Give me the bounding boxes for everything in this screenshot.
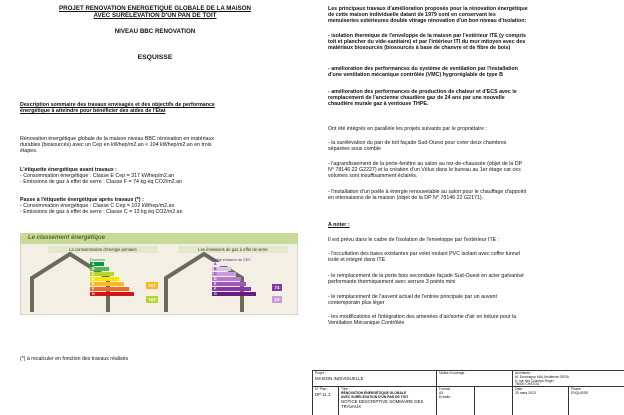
phase-heading: ESQUISSE — [137, 54, 173, 61]
architect-cell: Architecte : M. Dominique MAI Architecte DESA 5, rue des Champs Roger 78400 CHATOU — [513, 371, 624, 387]
economy-caption: Économe — [90, 258, 106, 262]
ges-grade-f: F — [212, 287, 251, 291]
consumption-grade-b: B — [90, 267, 109, 271]
ges-before-marker: 74 — [272, 284, 282, 291]
consumption-grade-a: A — [90, 262, 104, 266]
note-item-shutters: - l'occultation des baies existantes par volet roulant PVC isolant avec coffre tunnel isolé et intégré dans ITE — [328, 251, 521, 264]
project-item-window: - l'agrandissement de la porte-fenêtre au salon au rez-de-chaussée (objet de la DP N° 78146 22 G2227) et la création d'un Vélux dans le bureau au 1er étage car ces volumes sont insuffisamment éclairés. — [328, 161, 523, 180]
before-label-block: L'étiquette énergétique avant travaux : - Consommation énergétique : Classe E Cep = 317 kWhep/m2.an - Emissions de gaz à effet de serre : Classe F = 74 kg éq CO2/m2.an — [20, 167, 182, 186]
note-item-door: - le remplacement de la porte bois secondaire façade Sud-Ouest en acier galvanisé performante thermiquement avec serrure 3 points mini — [328, 273, 524, 286]
note-item-awning: - le remplacement de l'auvent actuel de l'entrée principale par un auvent contemporain plus léger — [328, 294, 497, 307]
ges-grade-d: D — [212, 277, 241, 281]
energy-label-heading: Le classement énergétique — [20, 233, 298, 244]
works-intro: Les principaux travaux d'amélioration proposés pour la rénovation énergétique de cette maison individuelle datant de 1979 sont en conservant les menuiseries extérieures double vitrage rénovation d'un bon niveau d'isolation: — [328, 6, 528, 25]
section-title: Description sommaire des travaux envisagés et des objectifs de performance énergétique à atteindre pour bénéficier des aides de l'Etat — [20, 102, 215, 115]
document-title: PROJET RENOVATION ENERGETIQUE GLOBALE DE LA MAISON AVEC SURÉLÉVATION D'UN PAN DE TOIT — [58, 5, 252, 20]
work-item-ventilation: - amélioration des performances du système de ventilation par l'installation d'une ventilation mécanique contrôlée (VMC) hygroréglable de type B — [328, 66, 518, 79]
consumption-after-marker: 102 — [146, 296, 158, 303]
after-label-block: Passe à l'étiquette énergétique après travaux (*) : - Consommation énergétique : Classe C Cep = 102 kWhep/m2.an - Emissions de gaz à effet de serre : Classe C = 13 kg éq CO2/m2.an — [20, 197, 183, 216]
consumption-grade-d: D — [90, 277, 119, 281]
project-item-roof: - la surélévation du pan de toit façade Sud-Ouest pour créer deux chambres séparées sous comble — [328, 140, 507, 153]
owner-cell: Maître d'ouvrage : — [437, 371, 513, 387]
note-label: A noter : — [328, 222, 350, 228]
plan-number-cell: N° Plan : DP 11.1 — [313, 387, 339, 415]
ges-grade-e: E — [212, 282, 246, 286]
consumption-heading: La consommation d'énergie primaire — [48, 246, 158, 253]
work-item-insulation: - isolation thermique de l'enveloppe de la maison par l'extérieur ITE (y compris toit et plancher du vide-sanitaire) et par l'intérieur ITI du mur mitoyen avec des matériaux biosourcés (biosourcés à base de chanvre et de fibre de bois) — [328, 33, 526, 52]
consumption-before-marker: 317 — [146, 282, 158, 289]
consumption-grade-e: E — [90, 282, 124, 286]
low-emission-caption: Faible émission de GES — [212, 258, 251, 262]
ges-grade-g: G — [212, 292, 256, 296]
consumption-grade-c: C — [90, 272, 114, 276]
ges-after-marker: 13 — [272, 296, 282, 303]
ges-grade-a: A — [212, 262, 226, 266]
ges-heading: Les émissions de gaz à effet de serre — [178, 246, 288, 253]
project-cell: Projet : MAISON INDIVIDUELLE — [313, 371, 437, 387]
project-item-stove: - l'installation d'un poêle à énergie renouvelable au salon pour le chauffage d'appoint en intersaisons de la maison (objet de la DP N° 78146 22 G2171). — [328, 189, 527, 202]
ges-grade-b: B — [212, 267, 231, 271]
title-block — [312, 370, 624, 415]
footnote: (*) à recalculer en fonction des travaux réalisés — [20, 356, 129, 362]
format-cell: Format : A3 Echelle : — [437, 387, 475, 415]
date-cell: Date : 25 mars 2023 — [513, 387, 569, 415]
drawing-title-cell: Titre : RÉNOVATION ÉNERGÉTIQUE GLOBALE AVEC SURÉLÉVATION D'UN PAN DE TOIT NOTICE DESCRIPTIVE SOMMAIRE DES TRAVAUX — [339, 387, 437, 415]
blank-cell — [475, 387, 513, 415]
work-item-heating: - amélioration des performances de production de chaleur et d'ECS avec le remplacement de l'ancienne chaudière gaz de 24 ans par une nouvelle chaudière murale gaz à ventouse THPE. — [328, 89, 517, 108]
document-subtitle: NIVEAU BBC RENOVATION — [114, 28, 196, 35]
projects-title: Ont été intégrés en parallèle les projets suivants par le propriétaire : — [328, 126, 487, 132]
consumption-grade-g: G — [90, 292, 134, 296]
note-item-vents: - les modifications et l'intégration des amenées d'air/sortie d'air en toiture pour la Ventilation Mécanique Contrôlée — [328, 314, 517, 327]
ges-grade-c: C — [212, 272, 236, 276]
phase-cell: Phase : ESQUISSE — [569, 387, 624, 415]
note-intro: Il est prévu dans le cadre de l'isolation de l'enveloppe par l'extérieur ITE : — [328, 237, 500, 243]
intro-paragraph: Rénovation énergétique globale de la maison niveau BBC rénovation en matériaux durables (biosourcés) avec un Cep en kWhep/m2.an < 104 kWhep/m2.an en trois étapes. — [20, 136, 215, 155]
consumption-grade-f: F — [90, 287, 129, 291]
